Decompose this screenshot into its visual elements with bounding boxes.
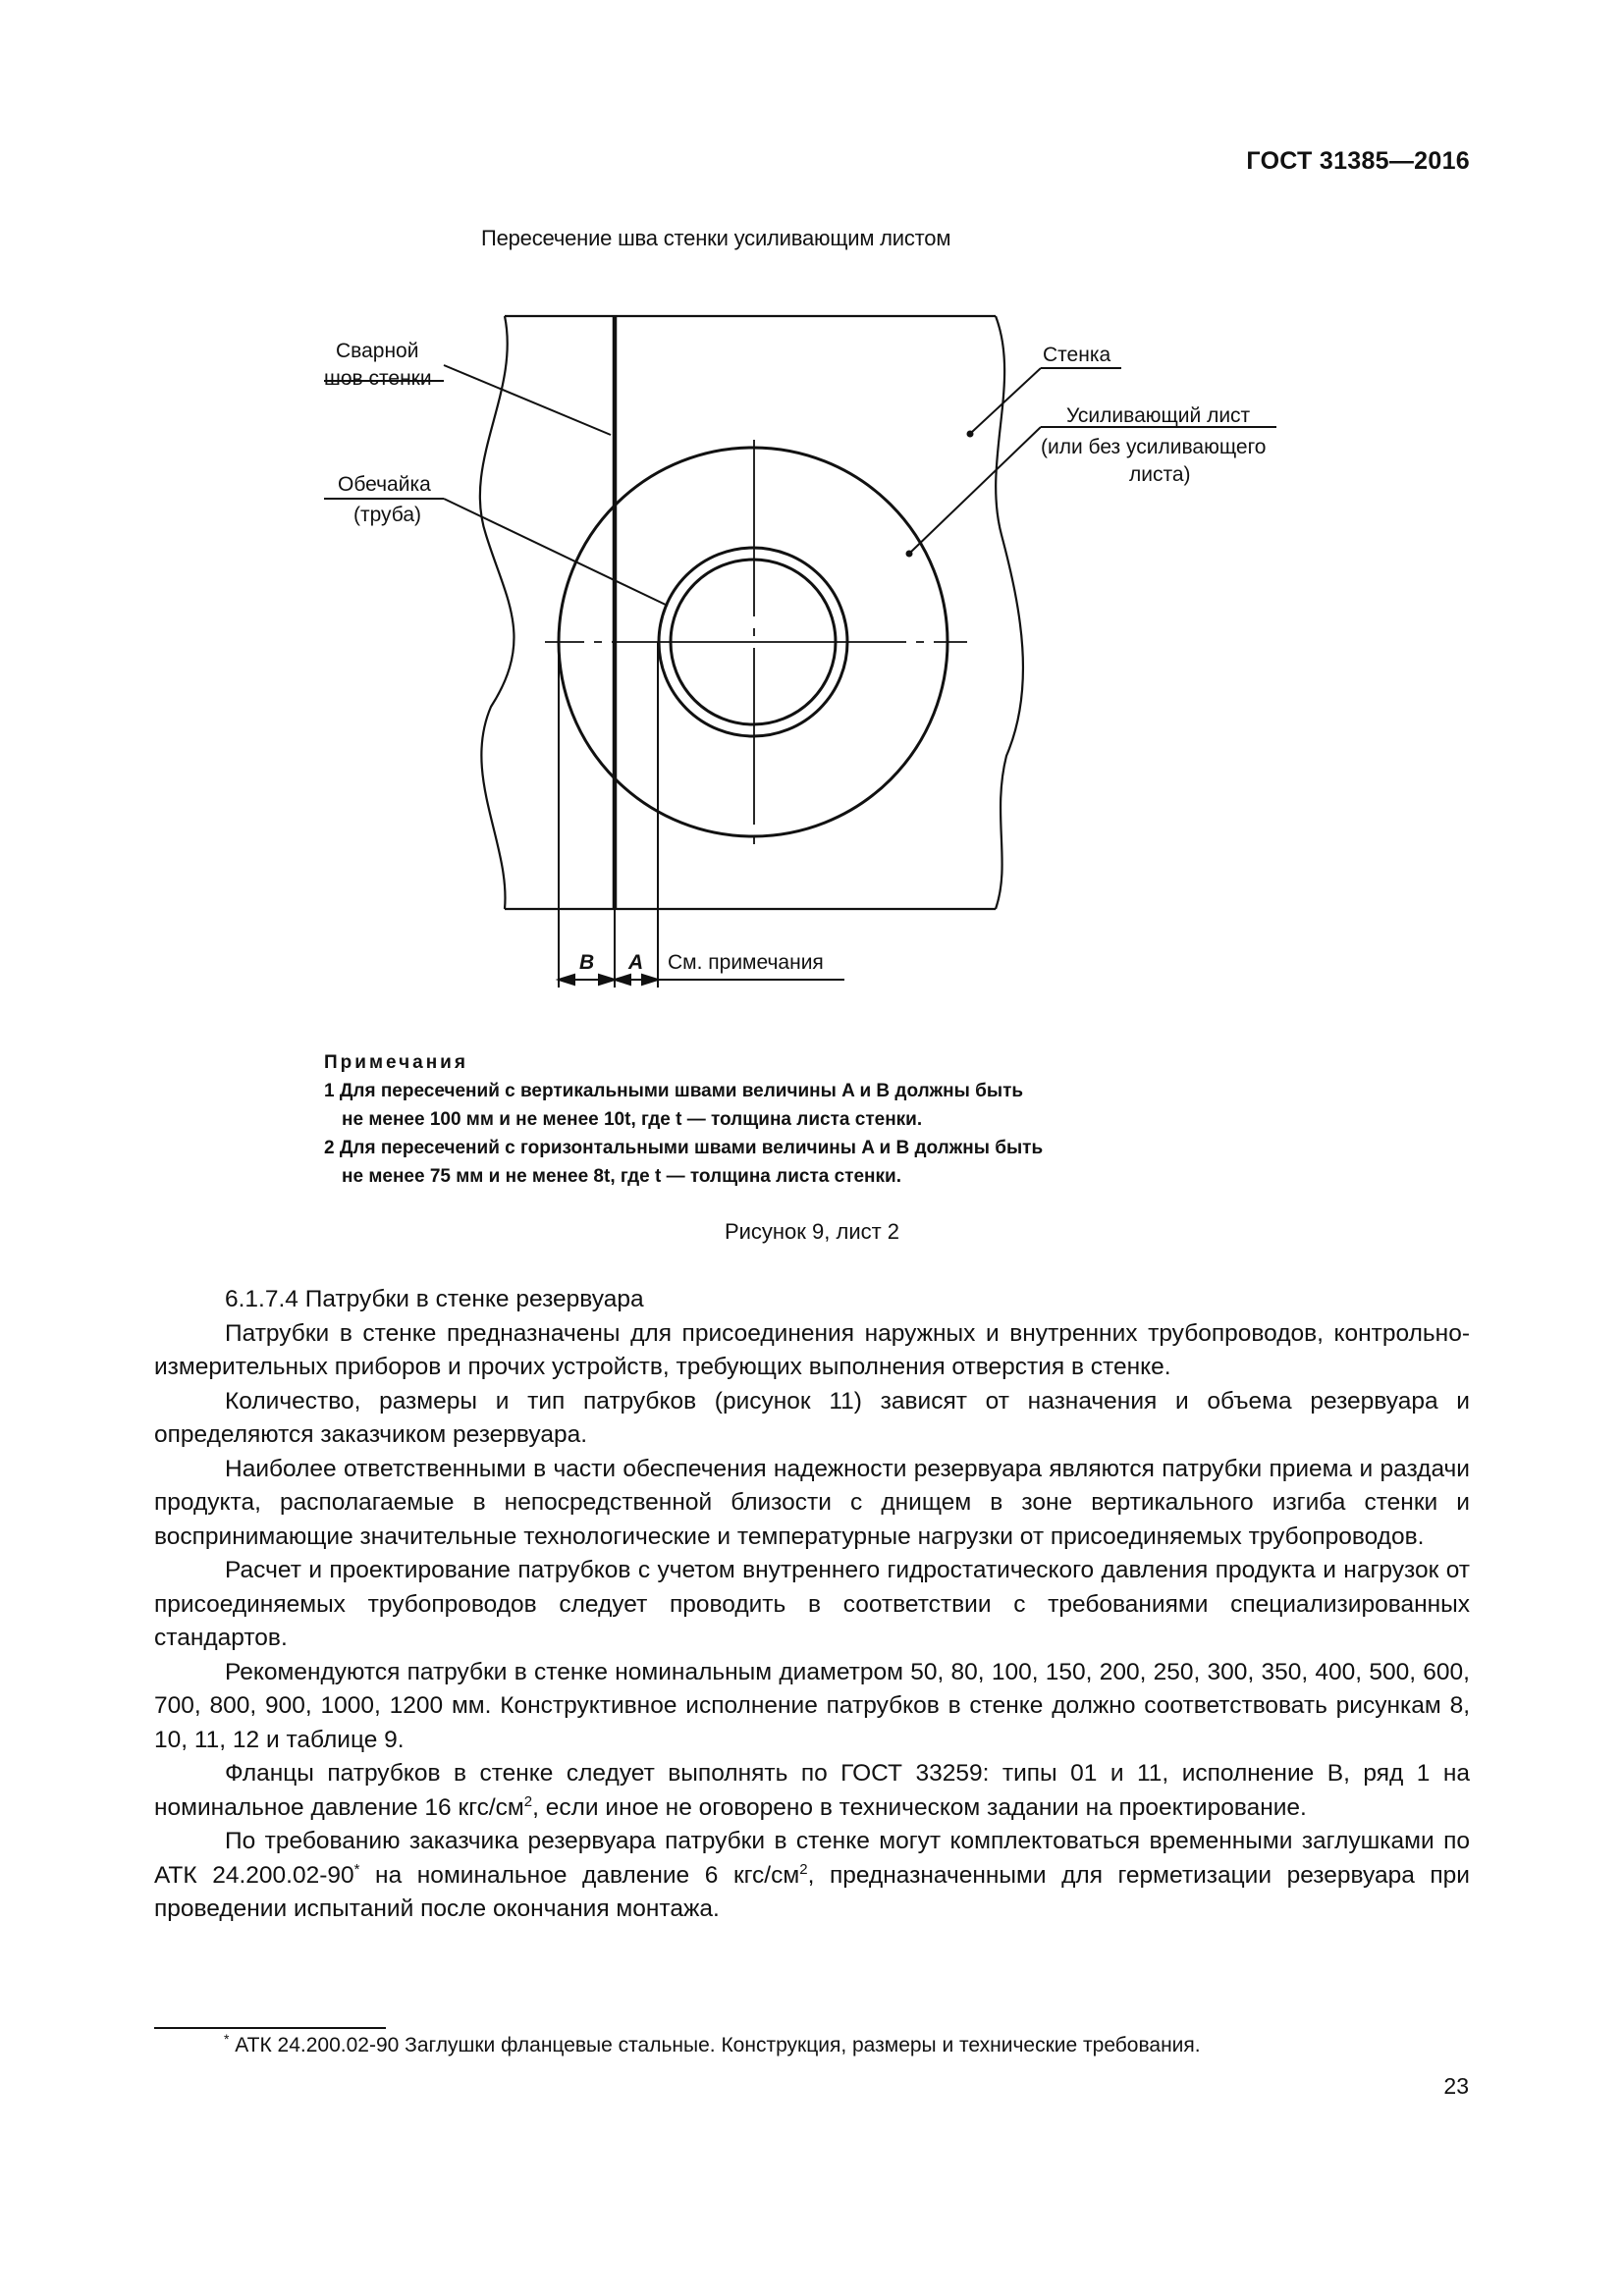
note-2-line-1: 2 Для пересечений с горизонтальными швами величины A и B должны быть xyxy=(324,1138,1044,1158)
note-1-line-1: 1 Для пересечений с вертикальными швами величины A и B должны быть xyxy=(324,1081,1024,1101)
paragraph-1: Патрубки в стенке предназначены для присоединения наружных и внутренних трубопроводов, контрольно-измерительных приборов и прочих устройств, требующих выполнения отверстия в стенке. xyxy=(154,1319,1470,1380)
note-1-line-2: не менее 100 мм и не менее 10t, где t — толщина листа стенки. xyxy=(342,1109,923,1130)
label-wall: Стенка xyxy=(1043,344,1111,366)
paragraph-3: Наиболее ответственными в части обеспечения надежности резервуара являются патрубки приема и раздачи продукта, располагаемые в непосредственной близости с днищем в зоне вертикального изгиба стенки и воспринимающие значительные технологические и температурные нагрузки от присоединяемых трубопроводов. xyxy=(154,1455,1470,1550)
technical-drawing xyxy=(0,0,1624,1021)
label-shell-2: (труба) xyxy=(353,504,422,526)
body-text xyxy=(154,1283,1470,1927)
document-header: ГОСТ 31385—2016 xyxy=(1246,147,1470,175)
footnote-divider xyxy=(154,2027,386,2029)
plate-point xyxy=(906,551,913,558)
label-plate-1: Усиливающий лист xyxy=(1066,404,1251,427)
notes-heading: Примечания xyxy=(324,1052,468,1073)
paragraph-6: Фланцы патрубков в стенке следует выполнять по ГОСТ 33259: типы 01 и 11, исполнение В, ряд 1 на номинальное давление 16 кгс/$см^2$, если иное не оговорено в техническом задании на проектирование. xyxy=(154,1760,1470,1821)
label-weld-1: Сварной xyxy=(336,340,419,362)
paragraph-4: Расчет и проектирование патрубков с учетом внутреннего гидростатического давления продукта и нагрузок от присоединяемых трубопроводов следует проводить в соответствии с требованиями специализированных стандартов. xyxy=(154,1557,1470,1651)
figure-title: Пересечение шва стенки усиливающим листом xyxy=(481,226,951,250)
wall-left-break xyxy=(480,316,514,909)
wall-point xyxy=(967,431,974,438)
page-number: 23 xyxy=(1443,2073,1469,2099)
section-heading: 6.1.7.4 Патрубки в стенке резервуара xyxy=(225,1286,644,1312)
footnote-reference: * xyxy=(353,1860,360,1878)
note-2-line-2: не менее 75 мм и не менее 8t, где t — толщина листа стенки. xyxy=(342,1166,901,1187)
label-see-notes: См. примечания xyxy=(668,951,824,974)
paragraph-7: По требованию заказчика резервуара патрубки в стенке могут комплектоваться временными заглушками по АТК 24.200.02-90* на номинальное давление 6 кгс/$см^2$, предназначенными для герметизации резервуара при проведении испытаний после окончания монтажа. xyxy=(154,1828,1470,1922)
footnote: * АТК 24.200.02-90 Заглушки фланцевые стальные. Конструкция, размеры и технические требования. xyxy=(224,2031,1201,2056)
label-shell-1: Обечайка xyxy=(338,473,431,496)
centerlines xyxy=(545,440,967,844)
label-dim-b: B xyxy=(579,951,595,974)
label-plate-3: листа) xyxy=(1129,463,1191,486)
paragraph-5: Рекомендуются патрубки в стенке номинальным диаметром 50, 80, 100, 150, 200, 250, 300, 350, 400, 500, 600, 700, 800, 900, 1000, 1200 мм. Конструктивное исполнение патрубков в стенке должно соответствовать рисункам 8, 10, 11, 12 и таблице 9. xyxy=(154,1658,1470,1753)
paragraph-2: Количество, размеры и тип патрубков (рисунок 11) зависят от назначения и объема резервуара и определяются заказчиком резервуара. xyxy=(154,1387,1470,1448)
label-weld-2: шов стенки xyxy=(324,367,432,390)
figure-caption: Рисунок 9, лист 2 xyxy=(724,1219,900,1244)
label-dim-a: A xyxy=(628,951,644,974)
label-plate-2: (или без усиливающего xyxy=(1041,436,1267,458)
dimension-lines xyxy=(559,642,844,988)
figure-notes xyxy=(324,1048,1043,1191)
